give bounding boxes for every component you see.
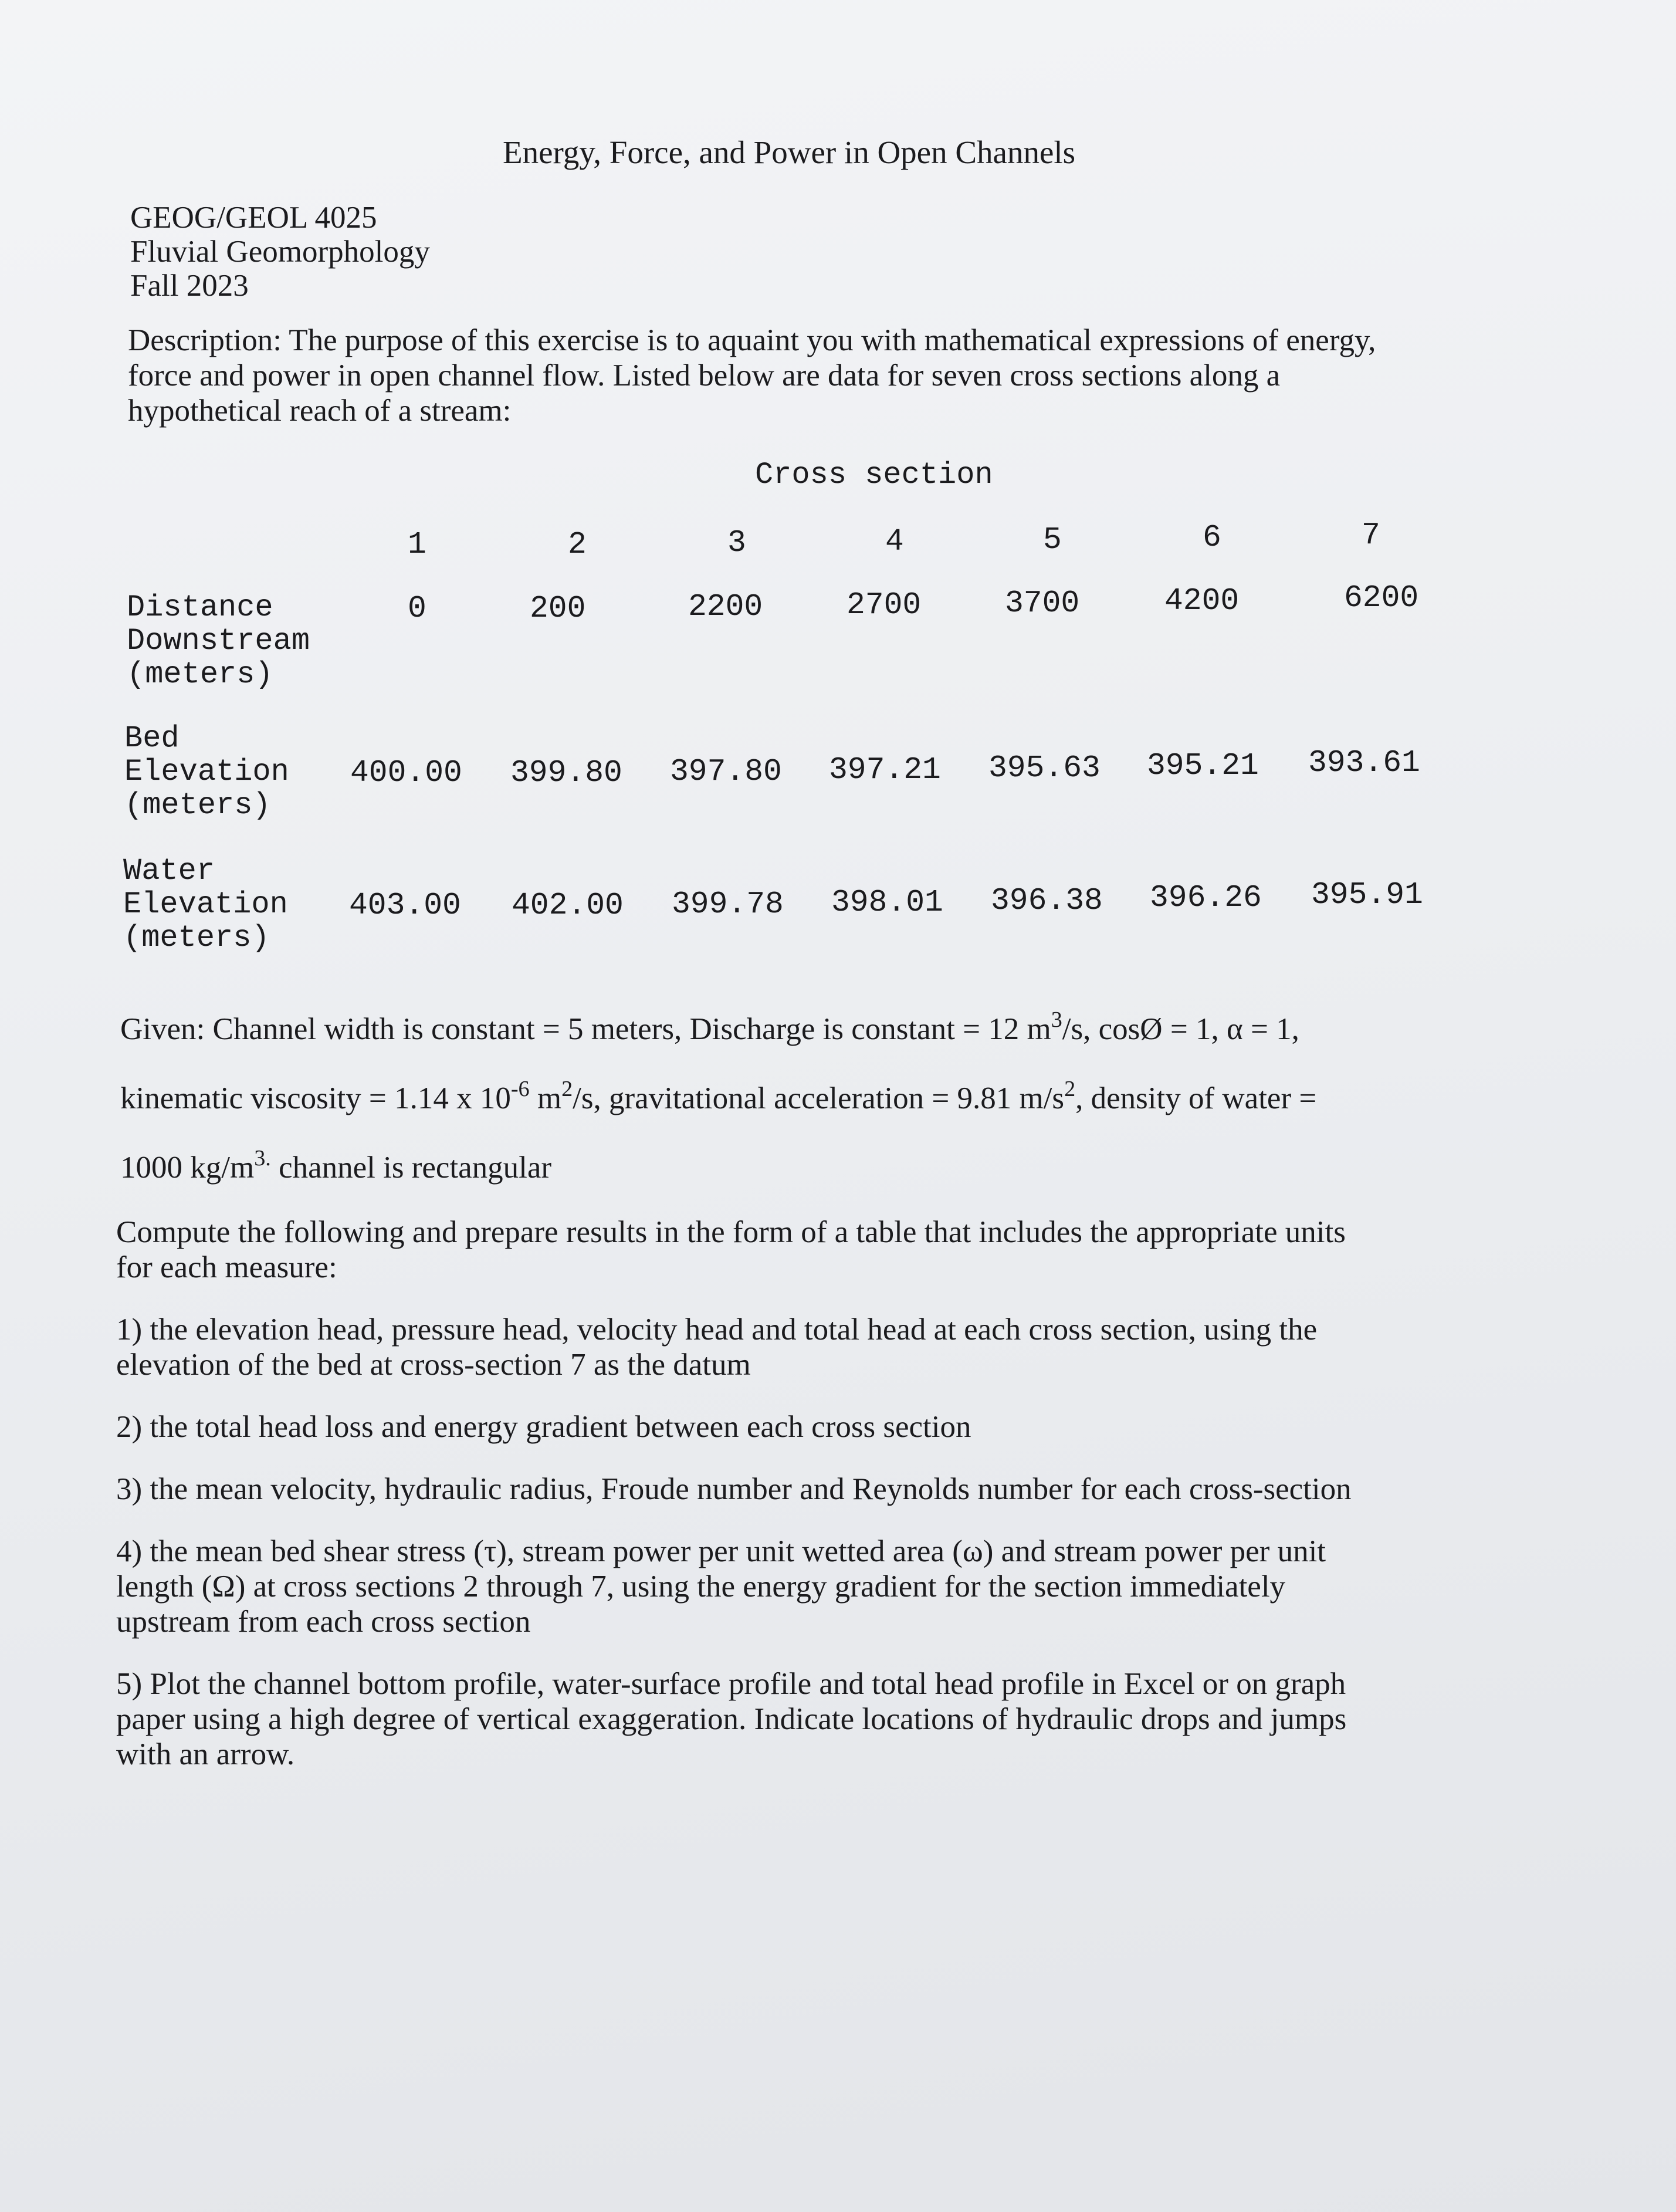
table-cell: 4200 xyxy=(1164,583,1240,618)
table-cell: 200 xyxy=(530,591,586,626)
section-number: 3 xyxy=(727,525,746,560)
table-cell: 402.00 xyxy=(512,888,624,923)
table-cell: 398.01 xyxy=(831,885,943,920)
task-item-4: 4) the mean bed shear stress (τ), stream power per unit wetted area (ω) and stream power per unit length (Ω) at cross sections 2 through 7, using the energy gradient for the section immediately upstream from each cross section xyxy=(116,1534,1326,1639)
row-label-water-elevation: Water Elevation (meters) xyxy=(123,854,288,955)
given-line: 1000 $kg/m^{3.}$ channel is rectangular xyxy=(120,1146,552,1185)
table-cell: 396.38 xyxy=(991,883,1103,918)
description-line: hypothetical reach of a stream: xyxy=(128,394,512,428)
table-cell: 3700 xyxy=(1005,586,1080,621)
table-cell: 395.21 xyxy=(1147,748,1259,783)
table-cell: 400.00 xyxy=(350,755,462,790)
task-item-5: 5) Plot the channel bottom profile, water-surface profile and total head profile in Excel or on graph paper using a high degree of vertical exaggeration. Indicate locations of hydraulic drops and jumps with an arrow. xyxy=(116,1667,1347,1771)
table-cell: 399.78 xyxy=(672,887,784,922)
section-number: 1 xyxy=(408,527,426,562)
table-cell: 393.61 xyxy=(1308,745,1420,780)
description-line: Description: The purpose of this exercise is to aquaint you with mathematical expressions of energy, xyxy=(128,323,1376,357)
table-cell: 403.00 xyxy=(349,888,461,923)
table-cell: 397.21 xyxy=(829,752,941,787)
given-line: kinematic viscosity = 1.14 x $10^{-6}$ $m^2/s$, gravitational acceleration = 9.81 $m/s^2$, density of water = xyxy=(120,1077,1317,1115)
course-name: Fluvial Geomorphology xyxy=(130,235,430,269)
table-cell: 395.91 xyxy=(1311,877,1423,912)
instructions xyxy=(116,1215,1553,1772)
table-cell: 6200 xyxy=(1344,580,1419,615)
given-line: Given: Channel width is constant = 5 meters, Discharge is constant = 12 $m^3/s$, cosØ = 1, α = 1, xyxy=(120,1007,1299,1046)
table-cell: 395.63 xyxy=(988,750,1101,786)
section-number: 5 xyxy=(1043,522,1062,557)
table-cell: 399.80 xyxy=(510,755,622,790)
table-heading: Cross section xyxy=(755,458,993,492)
table-cell: 0 xyxy=(408,591,426,626)
section-number: 4 xyxy=(885,524,904,559)
row-label-bed-elevation: Bed Elevation (meters) xyxy=(124,721,289,823)
table-cell: 2700 xyxy=(847,587,922,623)
course-code: GEOG/GEOL 4025 xyxy=(130,201,377,235)
task-item-3: 3) the mean velocity, hydraulic radius, Froude number and Reynolds number for each cross-section xyxy=(116,1472,1352,1506)
page-title: Energy, Force, and Power in Open Channels xyxy=(503,134,1076,170)
table-cell: 396.26 xyxy=(1150,880,1262,915)
given-conditions xyxy=(120,995,1316,1202)
course-term: Fall 2023 xyxy=(130,269,249,303)
course-info xyxy=(130,201,430,303)
section-number: 7 xyxy=(1362,518,1380,553)
table-cell: 2200 xyxy=(688,589,763,624)
section-number: 6 xyxy=(1203,520,1221,555)
section-number: 2 xyxy=(568,527,587,562)
table-cell: 397.80 xyxy=(670,754,782,789)
description-line: force and power in open channel flow. Listed below are data for seven cross sections along a xyxy=(128,358,1281,393)
task-item-2: 2) the total head loss and energy gradient between each cross section xyxy=(116,1410,971,1444)
description-paragraph xyxy=(128,323,1477,428)
row-label-distance: Distance Downstream (meters) xyxy=(127,590,310,692)
instructions-intro: Compute the following and prepare results in the form of a table that includes the appropriate units for each measure: xyxy=(116,1215,1346,1284)
task-item-1: 1) the elevation head, pressure head, velocity head and total head at each cross section, using the elevation of the bed at cross-section 7 as the datum xyxy=(116,1313,1318,1382)
